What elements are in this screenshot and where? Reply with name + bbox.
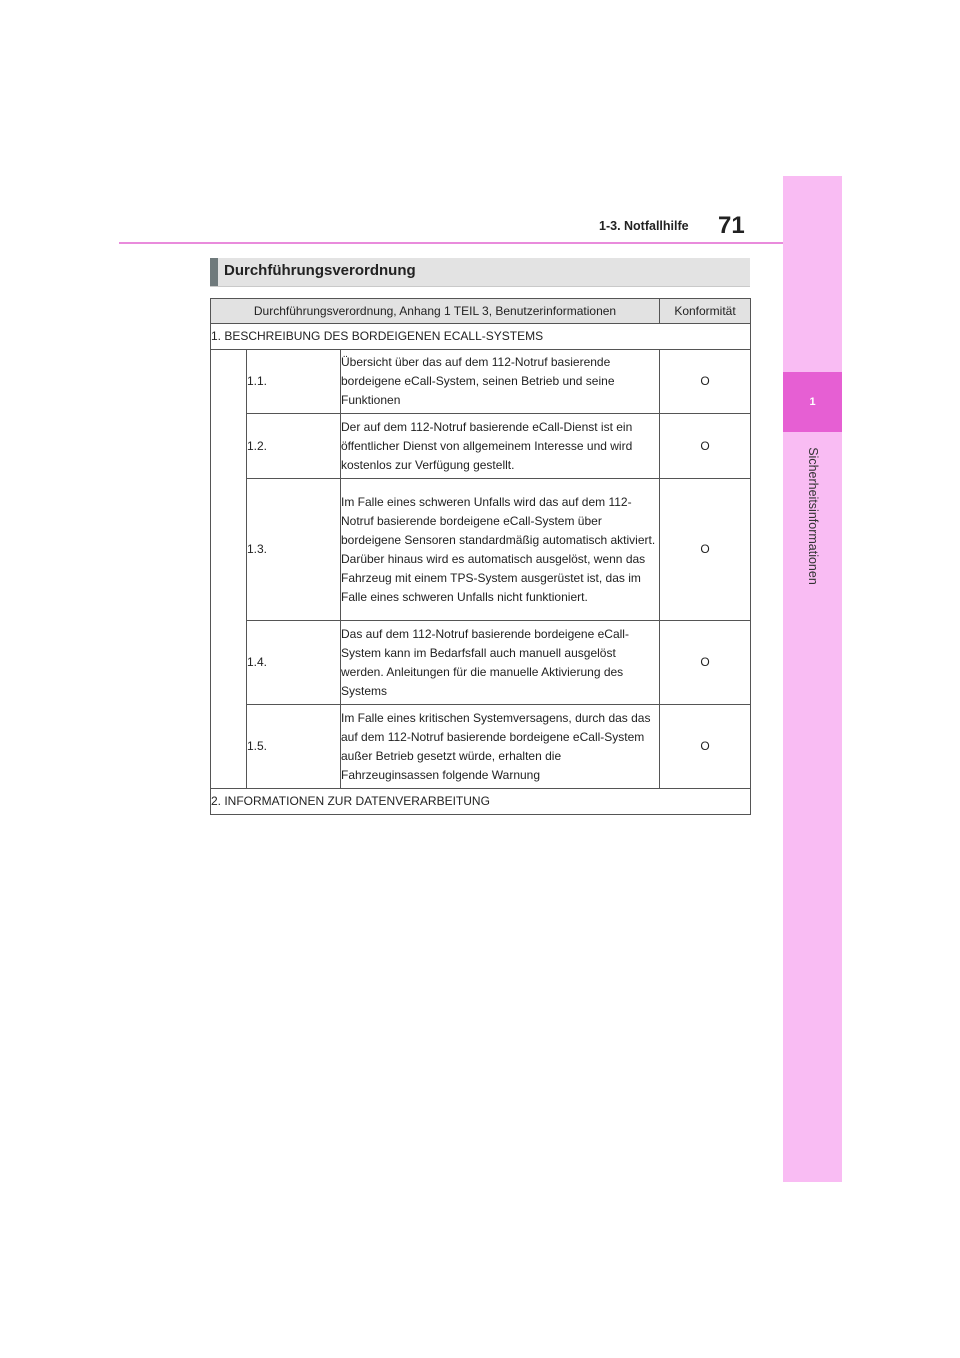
section-heading: Durchführungsverordnung <box>224 262 416 279</box>
row-conformity: O <box>660 414 751 479</box>
section-heading-bar <box>210 258 750 287</box>
row-conformity: O <box>660 705 751 789</box>
chapter-title: Sicherheitsinformationen <box>805 447 820 585</box>
table-row <box>211 705 751 789</box>
chapter-number: 1 <box>809 396 816 408</box>
regulation-table <box>210 298 751 815</box>
row-number: 1.2. <box>247 414 341 479</box>
chapter-number-tab[interactable] <box>783 372 842 432</box>
side-tab-strip <box>783 176 842 1182</box>
page-number: 71 <box>718 212 745 239</box>
row-text: Im Falle eines schweren Unfalls wird das auf dem 112-Notruf basierende bordeigene eCall-System über bordeigene Sensoren standardmäßig automatisch aktiviert. Darüber hinaus wird es automatisch ausgelöst, wenn das Fahrzeug mit einem TPS-System ausgerüstet ist, das im Falle eines schweren Unfalls nicht funktioniert. <box>341 479 660 621</box>
table-row <box>211 350 751 414</box>
table-row <box>211 414 751 479</box>
header-divider <box>119 242 783 244</box>
section-row <box>211 324 751 350</box>
row-number: 1.5. <box>247 705 341 789</box>
table-header-row <box>211 299 751 324</box>
table-row <box>211 479 751 621</box>
row-text: Der auf dem 112-Notruf basierende eCall-Dienst ist ein öffentlicher Dienst von allgemeinem Interesse und wird kostenlos zur Verfügung gestellt. <box>341 414 660 479</box>
row-conformity: O <box>660 350 751 414</box>
section-label: 1-3. Notfallhilfe <box>599 219 689 233</box>
section-title-2: 2. INFORMATIONEN ZUR DATENVERARBEITUNG <box>211 789 751 815</box>
table-row <box>211 621 751 705</box>
heading-marker <box>210 258 218 286</box>
row-text: Übersicht über das auf dem 112-Notruf basierende bordeigene eCall-System, seinen Betrieb und seine Funktionen <box>341 350 660 414</box>
row-number: 1.4. <box>247 621 341 705</box>
row-conformity: O <box>660 621 751 705</box>
row-conformity: O <box>660 479 751 621</box>
row-text: Das auf dem 112-Notruf basierende bordeigene eCall-System kann im Bedarfsfall auch manuell ausgelöst werden. Anleitungen für die manuelle Aktivierung des Systems <box>341 621 660 705</box>
row-text: Im Falle eines kritischen Systemversagens, durch das das auf dem 112-Notruf basierende bordeigene eCall-System außer Betrieb gesetzt würde, erhalten die Fahrzeuginsassen folgende Warnung <box>341 705 660 789</box>
section-title-1: 1. BESCHREIBUNG DES BORDEIGENEN ECALL-SYSTEMS <box>211 324 751 350</box>
row-number: 1.3. <box>247 479 341 621</box>
column-header-conformity: Konformität <box>660 299 751 324</box>
row-number: 1.1. <box>247 350 341 414</box>
indent-cell <box>211 350 247 789</box>
column-header-regulation: Durchführungsverordnung, Anhang 1 TEIL 3, Benutzerinformationen <box>211 299 660 324</box>
section-row <box>211 789 751 815</box>
chapter-title-tab <box>783 436 842 596</box>
